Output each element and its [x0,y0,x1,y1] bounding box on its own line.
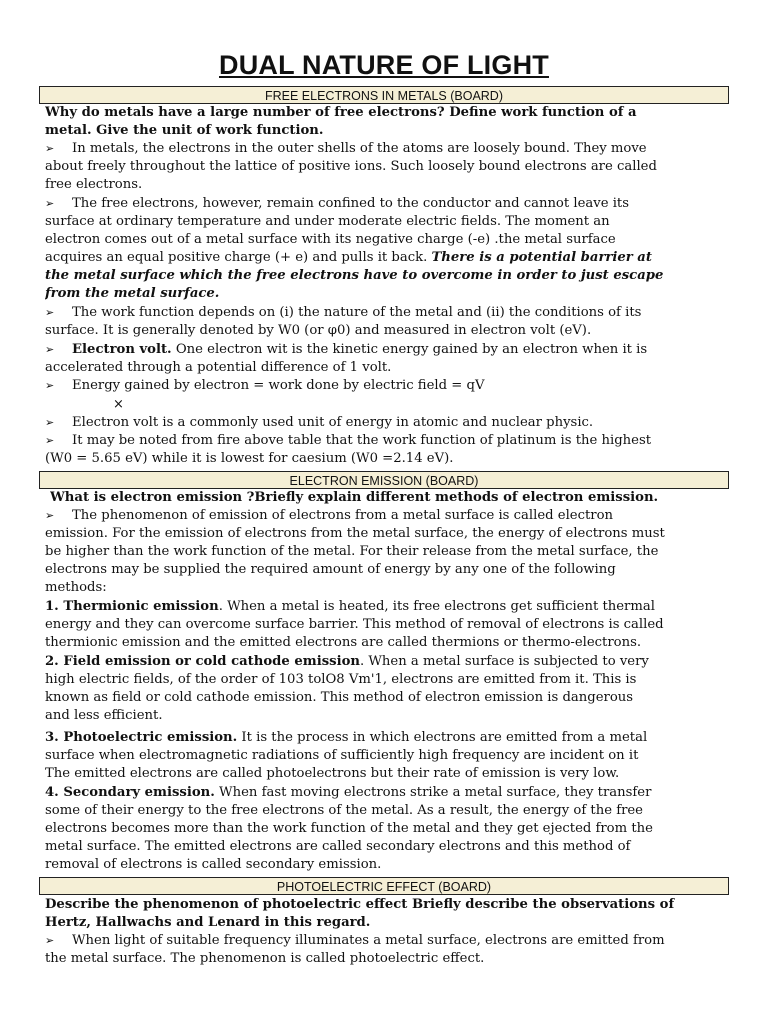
paragraph-line: and less efficient. [45,708,163,723]
paragraph-line: about freely throughout the lattice of positive ions. Such loosely bound electrons are called [45,159,657,174]
paragraph-line: emission. For the emission of electrons from the metal surface, the energy of electrons must [45,526,665,541]
paragraph-line: ➢ In metals, the electrons in the outer shells of the atoms are loosely bound. They move [45,141,647,156]
paragraph-line: high electric fields, of the order of 103 tolO8 Vm'1, electrons are emitted from it. This is [45,672,637,687]
bullet-arrow-icon: ➢ [45,306,55,319]
question-line: What is electron emission ?Briefly explain different methods of electron emission. [50,490,659,505]
emphasis-line: from the metal surface. [45,286,220,301]
paragraph-line: ➢ Energy gained by electron = work done by electric field = qV [45,378,485,393]
paragraph-line: 2. Field emission or cold cathode emission. When a metal surface is subjected to very [45,654,649,669]
paragraph-line: metal surface. The emitted electrons are called secondary electrons and this method of [45,839,631,854]
paragraph-line: accelerated through a potential difference of 1 volt. [45,360,392,375]
times-symbol: × [113,397,124,412]
paragraph-line: acquires an equal positive charge (+ e) and pulls it back. There is a potential barrier at [45,250,652,265]
paragraph-line: 1. Thermionic emission. When a metal is heated, its free electrons get sufficient thermal [45,599,655,614]
paragraph-line: surface. It is generally denoted by W0 (or φ0) and measured in electron volt (eV). [45,323,592,338]
paragraph-line: ➢ Electron volt. One electron wit is the kinetic energy gained by an electron when it is [45,342,648,357]
paragraph-line: electrons may be supplied the required amount of energy by any one of the following [45,562,616,577]
paragraph-line: ➢ Electron volt is a commonly used unit of energy in atomic and nuclear physic. [45,415,594,430]
bullet-arrow-icon: ➢ [45,434,55,447]
paragraph-line: the metal surface. The phenomenon is called photoelectric effect. [45,951,485,966]
paragraph-line: surface when electromagnetic radiations of sufficiently high frequency are incident on it [45,748,639,763]
paragraph-line: (W0 = 5.65 eV) while it is lowest for caesium (W0 =2.14 eV). [45,451,454,466]
paragraph-line: free electrons. [45,177,143,192]
bullet-arrow-icon: ➢ [45,343,55,356]
paragraph-line: 3. Photoelectric emission. It is the process in which electrons are emitted from a metal [45,730,648,745]
paragraph-line: removal of electrons is called secondary emission. [45,857,382,872]
page-title: DUAL NATURE OF LIGHT [219,50,549,80]
emphasis-line: the metal surface which the free electrons have to overcome in order to just escape [45,268,664,283]
bullet-arrow-icon: ➢ [45,934,55,947]
paragraph-line: ➢ The phenomenon of emission of electrons from a metal surface is called electron [45,508,614,523]
question-line: Why do metals have a large number of free electrons? Define work function of a [45,105,637,120]
paragraph-line: ➢ When light of suitable frequency illuminates a metal surface, electrons are emitted from [45,933,665,948]
section-heading-electron-emission: ELECTRON EMISSION (BOARD) [39,471,729,489]
paragraph-line: be higher than the work function of the metal. For their release from the metal surface, the [45,544,659,559]
paragraph-line: surface at ordinary temperature and under moderate electric fields. The moment an [45,214,610,229]
bullet-arrow-icon: ➢ [45,142,55,155]
paragraph-line: known as field or cold cathode emission. This method of electron emission is dangerous [45,690,634,705]
paragraph-line: energy and they can overcome surface barrier. This method of removal of electrons is called [45,617,664,632]
paragraph-line: thermionic emission and the emitted electrons are called thermions or thermo-electrons. [45,635,642,650]
paragraph-line: The emitted electrons are called photoelectrons but their rate of emission is very low. [45,766,620,781]
paragraph-line: ➢ It may be noted from fire above table that the work function of platinum is the highest [45,433,652,448]
bullet-arrow-icon: ➢ [45,509,55,522]
paragraph-line: ➢ The free electrons, however, remain confined to the conductor and cannot leave its [45,196,629,211]
paragraph-line: methods: [45,580,107,595]
question-line: Hertz, Hallwachs and Lenard in this regard. [45,915,371,930]
section-heading-free-electrons: FREE ELECTRONS IN METALS (BOARD) [39,86,729,104]
section-heading-photoelectric-effect: PHOTOELECTRIC EFFECT (BOARD) [39,877,729,895]
paragraph-line: ➢ The work function depends on (i) the nature of the metal and (ii) the conditions of its [45,305,642,320]
paragraph-line: electrons becomes more than the work function of the metal and they get ejected from the [45,821,653,836]
paragraph-line: 4. Secondary emission. When fast moving electrons strike a metal surface, they transfer [45,785,652,800]
question-line: metal. Give the unit of work function. [45,123,324,138]
bullet-arrow-icon: ➢ [45,379,55,392]
bullet-arrow-icon: ➢ [45,416,55,429]
paragraph-line: some of their energy to the free electrons of the metal. As a result, the energy of the free [45,803,643,818]
paragraph-line: electron comes out of a metal surface with its negative charge (-e) .the metal surface [45,232,616,247]
question-line: Describe the phenomenon of photoelectric effect Briefly describe the observations of [45,897,675,912]
bullet-arrow-icon: ➢ [45,197,55,210]
